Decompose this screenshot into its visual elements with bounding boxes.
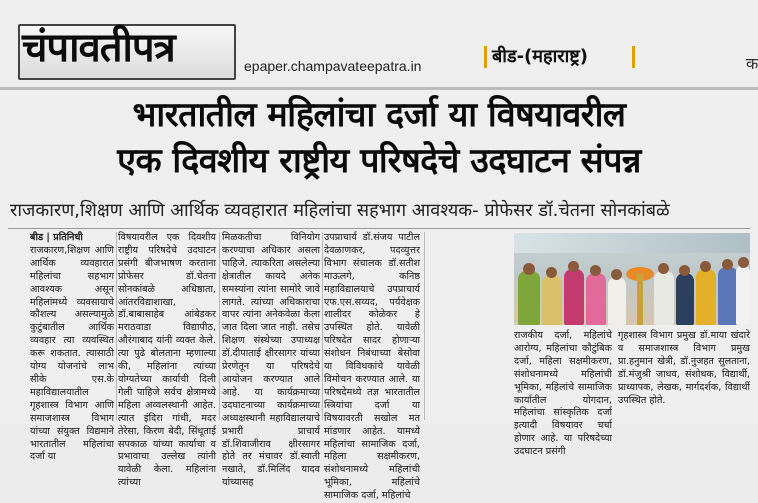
column-1-text: राजकारण,शिक्षण आणि आर्थिक व्यवहारात महिलांचा सहभाग आवश्यक असून महिलांमध्ये व्यवसायाचे कौशल्य असल्यामुळे कुटुंबातील आर्थिक व्यवहार त्या व्यवस्थित करू शकतात. त्यासाठी योग्य योजनांचे लाभ सीके एस.के महाविद्यालयातील गृहशास्त्र विभाग आणि समाजशास्त्र विभाग यांच्या संयुक्त विद्यमाने भारतातील महिलांचा दर्जा या (30, 244, 114, 463)
column-divider (219, 232, 220, 420)
person-head (679, 265, 690, 276)
person-figure (736, 265, 750, 325)
person-head (590, 265, 601, 276)
dateline: बीड | प्रतिनिधी (30, 232, 83, 243)
person-figure (518, 271, 540, 325)
person-figure (608, 277, 626, 325)
person-head (658, 263, 669, 274)
person-figure (696, 269, 716, 325)
location-label: बीड-(महाराष्ट्र) (492, 46, 589, 67)
article-column-5 (514, 330, 612, 458)
article-column-3 (222, 232, 320, 489)
subhead-rule (8, 228, 750, 229)
epaper-url[interactable]: epaper.champavateepatra.in (244, 58, 422, 74)
photo-banner (514, 233, 750, 253)
column-5-text: राजकीय दर्जा, महिलांचे आरोग्य, महिलांचा कौटुंबिक दर्जा, महिला सक्षमीकरण, संशोधनामध्ये महिलांची भूमिका, महिलांचे सामाजिक कार्यातील योगदान, महिलांचा सांस्कृतिक दर्जा इत्यादी विषयावर चर्चा होणार आहे. या परिषदेच्या उदघाटन प्रसंगी (514, 330, 612, 458)
column-2-text: विषयावरील एक दिवशीय राष्ट्रीय परिषदेचे उदघाटन प्रसंगी बीजभाषण करताना प्रोफेसर डॉ.चेतना सोनकांबळे अधिष्ठाता, आंतरविद्याशाखा, डॉ.बाबासाहेब आंबेडकर मराठवाडा विद्यापीठ, औरंगाबाद यांनी व्यक्त केले. त्या पुढे बोलताना म्हणाल्या की, महिलांना त्यांच्या योग्यतेच्या कार्याची दिली गेली पाहिजे सर्वच क्षेत्रामध्ये महिला अव्वलस्थानी आहेत. त्यात इंदिरा गांधी, मदर तेरेसा, किरण बेदी, सिंधूताई सपकाळ यांच्या कार्याचा व प्रभावाचा उल्लेख त्यांनी यावेळी केला. महिलांना त्यांच्या (118, 232, 216, 489)
person-figure (718, 267, 738, 325)
person-head (700, 261, 711, 272)
location-bar-left (484, 46, 487, 68)
column-divider (322, 232, 323, 420)
masthead-rule (0, 87, 758, 90)
person-head (568, 261, 579, 272)
masthead (0, 0, 758, 88)
headline-line-2: एक दिवशीय राष्ट्रीय परिषदेचे उदघाटन संपन्न (117, 141, 641, 181)
person-head (722, 259, 733, 270)
person-figure (542, 275, 562, 325)
article-column-1 (30, 232, 114, 463)
person-figure (564, 269, 584, 325)
person-figure (676, 273, 694, 325)
column-divider (116, 232, 117, 420)
headline (8, 92, 750, 188)
article-column-4 (324, 232, 420, 502)
person-figure (654, 271, 674, 325)
person-head (546, 267, 557, 278)
person-head (523, 263, 535, 275)
headline-line-1: भारतातील महिलांचा दर्जा या विषयावरील (132, 95, 626, 135)
person-figure (586, 273, 606, 325)
column-3-text: मिळकतीचा विनियोग करण्याचा अधिकार असला पाहिजे. त्याकरिता असलेल्या क्षेत्रातील कायदे अनेक समस्यांना त्यांना सामोरे जावे लागते. त्यांच्या अधिकाराचा वापर त्यांना अनेकवेळा केला जात दिला जात नाही. तसेच शिक्षण संस्थेच्या उपाध्यक्ष डॉ.दीपाताई क्षीरसागर यांच्या प्रेरणेतून या परिषदेचे आयोजन करण्यात आले आहे. या कार्यक्रमाच्या उदघाटनाच्या कार्यक्रमाच्या अध्यक्षस्थानी महाविद्यालयाचे प्रभारी प्राचार्य डॉ.शिवाजीराव क्षीरसागर होते तर मंचावर डॉ.स्वाती नखाते, डॉ.मिलिंद यादव यांच्यासह (222, 232, 320, 489)
column-divider (424, 232, 425, 420)
subheadline: राजकारण,शिक्षण आणि आर्थिक व्यवहारात महिलांचा सहभाग आवश्यक- प्रोफेसर डॉ.चेतना सोनकांबळे (10, 200, 670, 221)
location-bar-right (632, 46, 635, 68)
column-6-text: गृहशास्त्र विभाग प्रमुख डॉ.माया खंदारे व समाजशास्त्र विभाग प्रमुख प्रा.हनुमान खेत्री, डॉ.नुजहत सुलताना, डॉ.मंजुश्री जाधव, संशोधक, विद्यार्थी, प्राध्यापक, लेखक, मार्गदर्शक, विद्यार्थी उपस्थित होते. (618, 330, 750, 406)
edge-fragment: क (746, 54, 758, 73)
person-head (738, 257, 749, 268)
article-column-6 (618, 330, 750, 422)
newspaper-logo: चंपावतीपत्र (22, 25, 175, 71)
event-photo (514, 233, 750, 325)
person-head (611, 269, 622, 280)
ceremonial-lamp (637, 273, 643, 325)
column-4-text: उपप्राचार्य डॉ.संजय पाटील देवळाणकर, पदव्युत्तर विभाग संचालक डॉ.सतीश माऊलगे, कनिष्ठ महाविद्यालयाचे उपप्राचार्य एफ.एस.सय्यद, पर्यवेक्षक शालीदर कोळेकर हे उपस्थित होते. यावेळी परिषदेत सादर होणाऱ्या संशोधन निबंधाच्या बेसोवा या विविधकांचे यावेळी विमोचन करण्यात आले. या परिषदेमध्ये तज्ञ भारतातील स्त्रियांचा दर्जा या विषयावरती सखोल मत मांडणार आहेत. यामध्ये महिलांचा सामाजिक दर्जा, महिला सक्षमीकरण, संशोधनामध्ये महिलांची भूमिका, महिलांचे सामाजिक दर्जा, महिलांचे (324, 232, 420, 502)
article-column-2 (118, 232, 216, 489)
